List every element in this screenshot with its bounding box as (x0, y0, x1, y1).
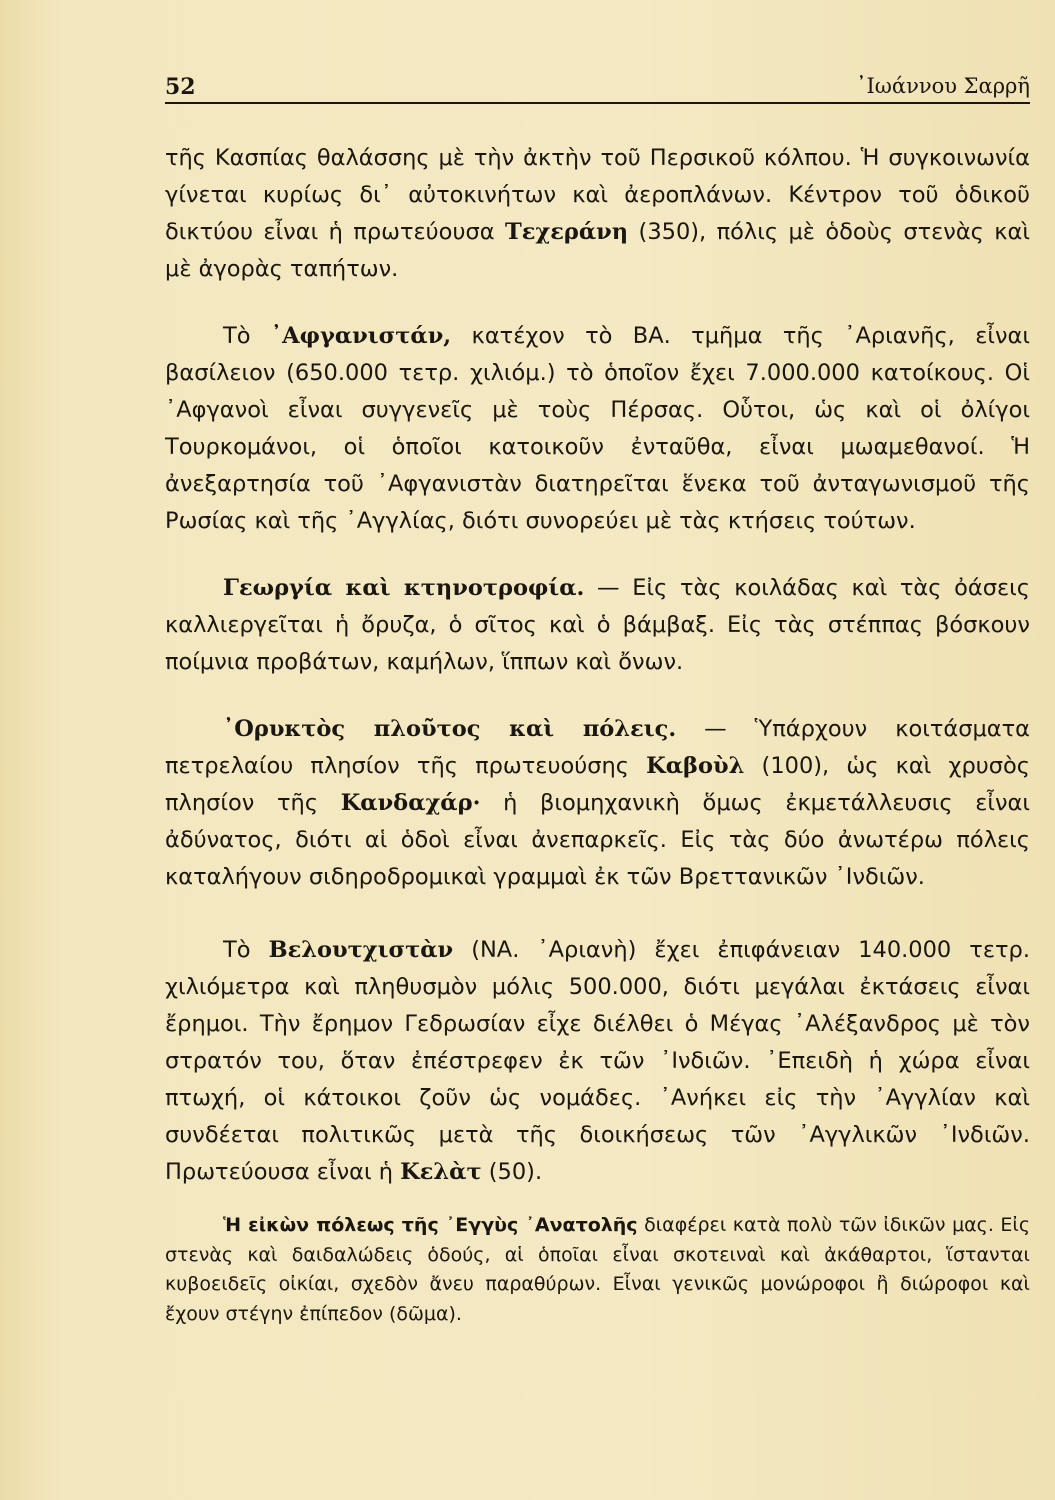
paragraph-text: (ΝΑ. ᾿Αριανὴ) ἔχει ἐπιφάνειαν 140.000 τετρ. χιλιόμετρα καὶ πληθυσμὸν μόλις 500.000, διότι μεγάλαι ἐκτάσεις εἶναι ἔρημοι. Τὴν ἔρημον Γεδρωσίαν εἶχε διέλθει ὁ Μέγας ᾿Αλέξανδρος μὲ τὸν στρατόν του, ὅταν ἐπέστρεφεν ἐκ τῶν ᾿Ινδιῶν. ᾿Επειδὴ ἡ χώρα εἶναι πτωχή, οἱ κάτοικοι ζοῦν ὡς νομάδες. ᾿Ανήκει εἰς τὴν ᾿Αγγλίαν καὶ συνδέεται πολιτικῶς μετὰ τῆς διοικήσεως τῶν ᾿Αγγλικῶν ᾿Ινδιῶν. Πρωτεύουσα εἶναι ἡ (165, 937, 1030, 1185)
paragraph-text: κατέχον τὸ ΒΑ. τμῆμα τῆς ᾿Αριανῆς, εἶναι βασίλειον (650.000 τετρ. χιλιόμ.) τὸ ὁποῖον ἔχει 7.000.000 κατοίκους. Οἱ ᾿Αφγανοὶ εἶναι συγγενεῖς μὲ τοὺς Πέρσας. Οὗτοι, ὡς καὶ οἱ ὀλίγοι Τουρκομάνοι, οἱ ὁποῖοι κατοικοῦν ἐνταῦθα, εἶναι μωαμεθανοί. Ἡ ἀνεξαρτησία τοῦ ᾿Αφγανιστὰν διατηρεῖται ἕνεκα τοῦ ἀνταγωνισμοῦ τῆς Ρωσίας καὶ τῆς ᾿Αγγλίας, διότι συνορεύει μὲ τὰς κτήσεις τούτων. (165, 323, 1030, 534)
page-number: 52 (165, 74, 196, 100)
paragraph-text: — Εἰς τὰς κοιλάδας καὶ τὰς ὀάσεις καλλιεργεῖται ἡ ὄρυζα, ὁ σῖτος καὶ ὁ βάμβαξ. Εἰς τὰς στέππας βόσκουν ποίμνια προβάτων, καμήλων, ἵππων καὶ ὄνων. (165, 575, 1030, 675)
image-caption-note (165, 1211, 1030, 1329)
place-name-baluchistan: Βελουτχιστὰν (268, 937, 454, 963)
paragraph-minerals-cities (165, 711, 1030, 896)
paragraph-text: — Ὑπάρχουν κοιτάσματα πετρελαίου πλησίον τῆς πρωτευούσης (165, 716, 1031, 779)
place-name-tehran: Τεχεράνη (504, 219, 629, 245)
paragraph-iran-roads (165, 140, 1030, 288)
place-name-kalat: Κελὰτ (400, 1159, 482, 1185)
paragraph-text: Τὸ (223, 937, 269, 963)
paragraph-text: Τὸ (223, 323, 271, 349)
paragraph-text: (50). (481, 1159, 543, 1185)
place-name-afghanistan: ᾿Αφγανιστάν, (270, 323, 452, 349)
place-name-kabul: Καβοὺλ (646, 753, 745, 779)
paragraph-text: τῆς Κασπίας θαλάσσης μὲ τὴν ἀκτὴν τοῦ Περσικοῦ κόλπου. Ἡ συγκοινωνία γίνεται κυρίως δι᾿ αὐτοκινήτων καὶ ἀεροπλάνων. Κέντρον τοῦ ὁδικοῦ δικτύου εἶναι ἡ πρωτεύουσα (165, 145, 1030, 245)
paragraph-text: (350), πόλις μὲ ὁδοὺς στενὰς καὶ μὲ ἀγορὰς ταπήτων. (165, 219, 1031, 282)
paragraph-agriculture (165, 570, 1030, 681)
paragraph-gap (165, 288, 1030, 318)
page-header (165, 70, 1030, 104)
page-body (165, 140, 1030, 1329)
paragraph-text: (100), ὡς καὶ χρυσὸς πλησίον τῆς (165, 753, 1030, 816)
caption-text: διαφέρει κατὰ πολὺ τῶν ἰδικῶν μας. Εἰς στενὰς καὶ δαιδαλώδεις ὁδούς, αἱ ὁποῖαι εἶναι σκοτειναὶ καὶ ἀκάθαρτοι, ἵστανται κυβοειδεῖς οἰκίαι, σχεδὸν ἄνευ παραθύρων. Εἶναι γενικῶς μονώροφοι ἢ διώροφοι καὶ ἔχουν στέγην ἐπίπεδον (δῶμα). (165, 1214, 1030, 1325)
paragraph-afghanistan (165, 318, 1030, 540)
section-heading-agriculture: Γεωργία καὶ κτηνοτροφία. (223, 575, 585, 601)
place-name-kandahar: Κανδαχάρ· (340, 790, 481, 816)
running-head: ᾿Ιωάννου Σαρρῆ (855, 74, 1030, 98)
paragraph-gap (165, 540, 1030, 570)
paragraph-gap (165, 681, 1030, 711)
paragraph-gap (165, 1191, 1030, 1211)
section-heading-minerals: ᾿Ορυκτὸς πλοῦτος καὶ πόλεις. (223, 716, 677, 742)
caption-heading: Ἡ εἰκὼν πόλεως τῆς ᾿Εγγὺς ᾿Ανατολῆς (223, 1214, 638, 1236)
paragraph-gap (165, 896, 1030, 932)
header-rule (165, 102, 1030, 104)
paragraph-text: ἡ βιομηχανικὴ ὅμως ἐκμετάλλευσις εἶναι ἀδύνατος, διότι αἱ ὁδοὶ εἶναι ἀνεπαρκεῖς. Εἰς τὰς δύο ἀνωτέρω πόλεις καταλήγουν σιδηροδρομικαὶ γραμμαὶ ἐκ τῶν Βρεττανικῶν ᾿Ινδιῶν. (165, 790, 1030, 890)
paragraph-baluchistan (165, 932, 1030, 1191)
